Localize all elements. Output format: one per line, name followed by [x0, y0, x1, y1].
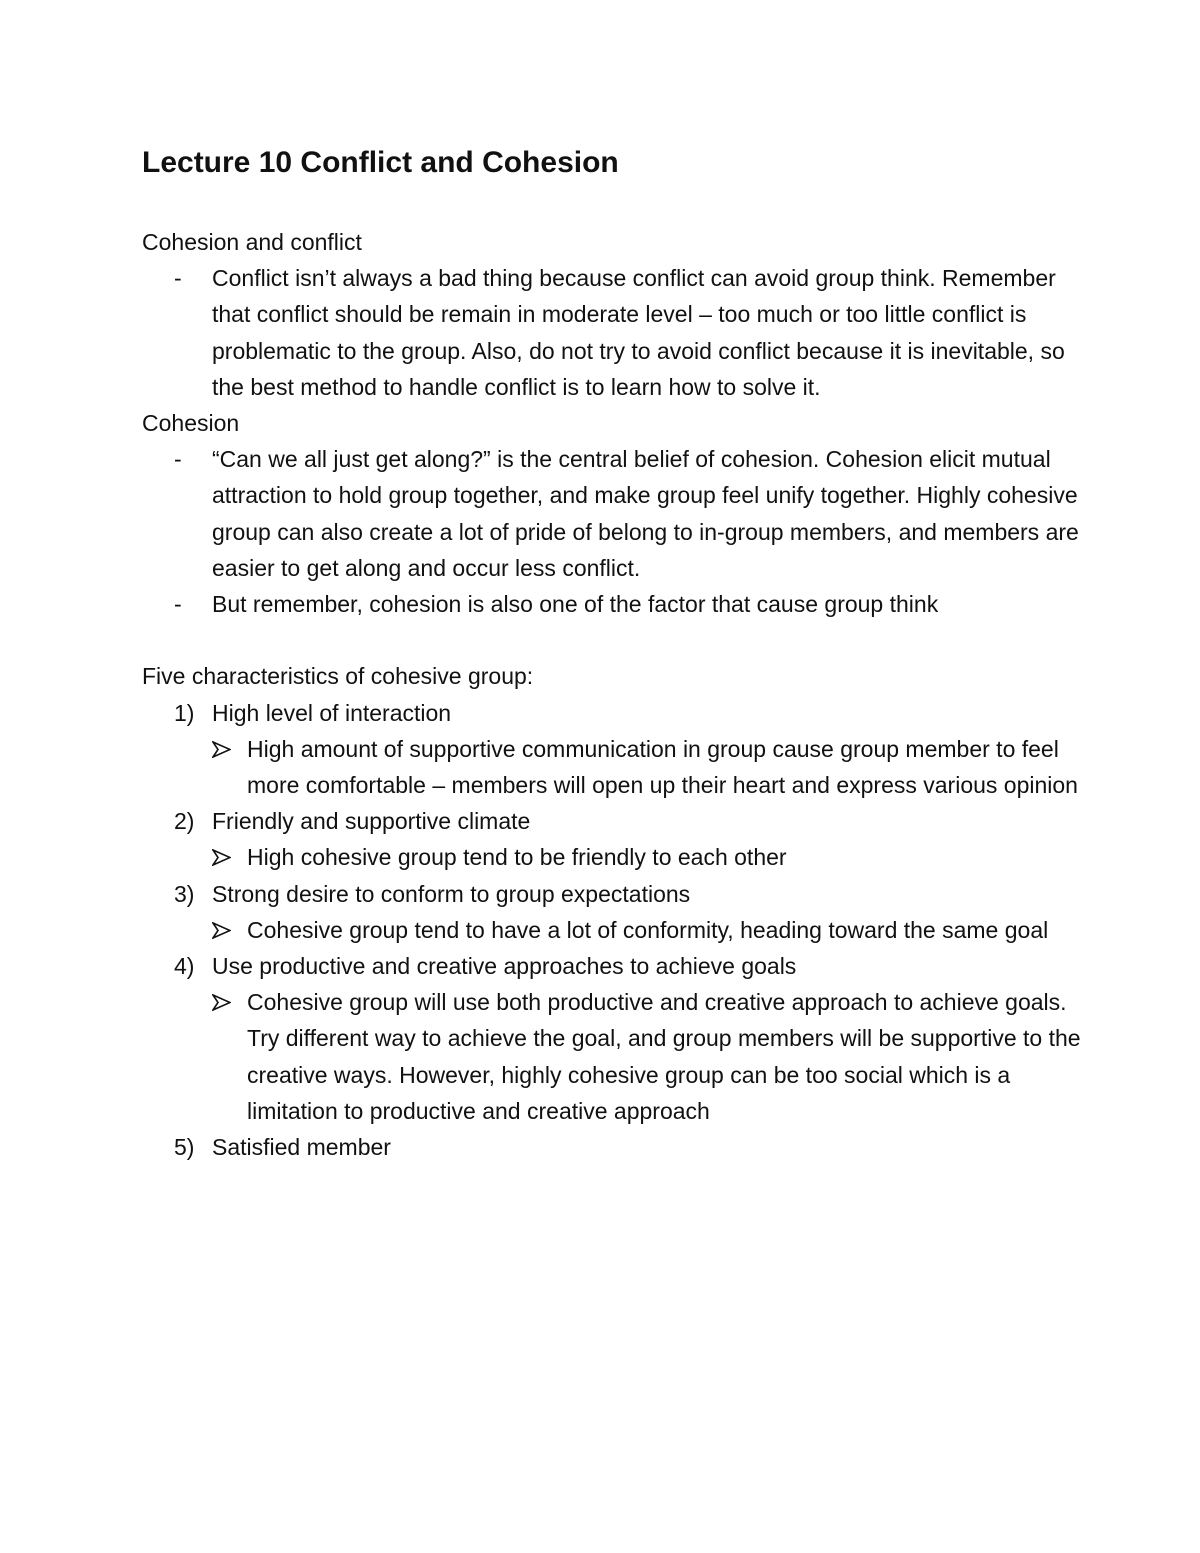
- item-number: 3): [174, 880, 195, 907]
- sub-bullet-item: [142, 912, 1082, 948]
- item-label: High level of interaction: [212, 699, 452, 726]
- arrow-bullet-icon: [212, 839, 231, 866]
- bullet-text: But remember, cohesion is also one of the factor that cause group think: [212, 591, 939, 618]
- numbered-item: [142, 1129, 1082, 1165]
- arrow-bullet-icon: [212, 984, 231, 1011]
- item-label: Use productive and creative approaches to achieve goals: [212, 953, 797, 980]
- bullet-item: [142, 586, 1082, 622]
- numbered-item: [142, 803, 1082, 839]
- section-heading-cohesion: Cohesion: [142, 410, 240, 437]
- item-number: 5): [174, 1134, 195, 1161]
- spacer: [142, 622, 1082, 658]
- bullet-text: “Can we all just get along?” is the central belief of cohesion. Cohesion elicit mutual attraction to hold group together, and make group feel unify together. Highly cohesive group can also create a lot of pride of belong to in-group members, and members are easier to get along and occur less conflict.: [212, 446, 1079, 581]
- dash-marker: -: [174, 446, 182, 473]
- bullet-item: [142, 441, 1082, 586]
- sub-bullet-text: High cohesive group tend to be friendly to each other: [247, 844, 787, 871]
- numbered-item: [142, 695, 1082, 731]
- item-label: Friendly and supportive climate: [212, 808, 531, 835]
- sub-bullet-item: [142, 839, 1082, 875]
- sub-bullet-item: [142, 731, 1082, 803]
- sub-bullet-text: High amount of supportive communication in group cause group member to feel more comfortable – members will open up their heart and express various opinion: [247, 735, 1078, 799]
- item-label: Satisfied member: [212, 1134, 391, 1161]
- bullet-item: [142, 260, 1082, 405]
- sub-bullet-text: Cohesive group tend to have a lot of conformity, heading toward the same goal: [247, 916, 1049, 943]
- dash-marker: -: [174, 591, 182, 618]
- item-number: 1): [174, 699, 195, 726]
- bullet-text: Conflict isn’t always a bad thing because conflict can avoid group think. Remember that conflict should be remain in moderate level – too much or too little conflict is problematic to the group. Also, do not try to avoid conflict because it is inevitable, so the best method to handle conflict is to learn how to solve it.: [212, 265, 1065, 400]
- numbered-item: [142, 948, 1082, 984]
- section-heading-characteristics: Five characteristics of cohesive group:: [142, 663, 534, 690]
- sub-bullet-item: [142, 984, 1082, 1129]
- item-label: Strong desire to conform to group expectations: [212, 880, 691, 907]
- document-body: [142, 224, 1082, 1165]
- sub-bullet-text: Cohesive group will use both productive and creative approach to achieve goals. Try different way to achieve the goal, and group members will be supportive to the creative ways. However, highly cohesive group can be too social which is a limitation to productive and creative approach: [247, 989, 1081, 1124]
- arrow-bullet-icon: [212, 731, 231, 758]
- item-number: 2): [174, 808, 195, 835]
- section-heading-cohesion-and-conflict: Cohesion and conflict: [142, 229, 362, 255]
- numbered-item: [142, 876, 1082, 912]
- page-title: Lecture 10 Conflict and Cohesion: [142, 146, 619, 179]
- arrow-bullet-icon: [212, 912, 231, 939]
- dash-marker: -: [174, 265, 182, 292]
- item-number: 4): [174, 953, 195, 980]
